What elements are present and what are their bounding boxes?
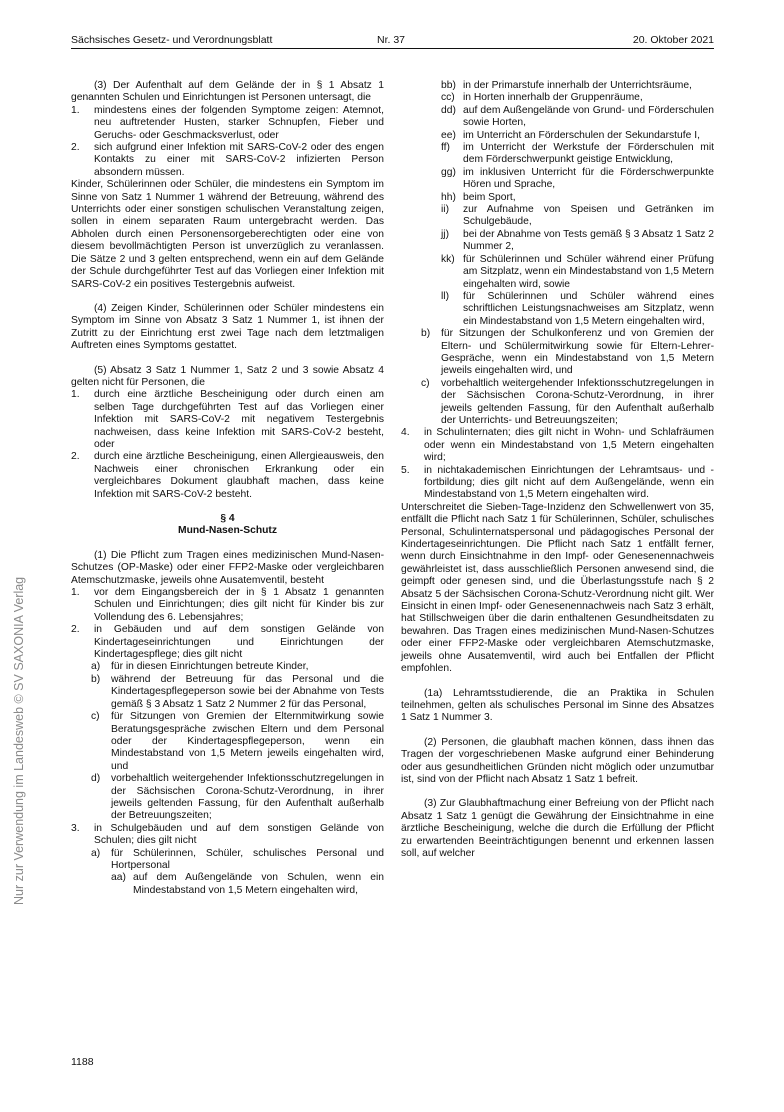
section-title: Mund-Nasen-Schutz: [178, 525, 277, 537]
paragraph: (3) Zur Glaubhaftmachung einer Befreiung von der Pflicht nach Absatz 1 Satz 1 genügt die Gewährung der Einsichtnahme in eine ärztliche Bescheinigung, welche die durch die Erfüllung der Pflicht zu erwartenden Beeinträchtigungen benennt und erkennen lassen soll, auf welcher: [401, 798, 714, 859]
list-item: c) für Sitzungen von Gremien der Elternmitwirkung sowie Beratungsgespräche zwischen Eltern und dem Personal oder der Kindertagespflegeperson, wenn ein Mindestabstand von 1,5 Metern jeweils eingehalten wird, und: [91, 711, 384, 772]
list-item: 1. durch eine ärztliche Bescheinigung oder durch einen am selben Tage durchgeführten Test auf das Vorliegen einer Infektion mit SARS-CoV-2 mit negativem Testergebnis nachweisen, dass keine Infektion mit SARS-CoV-2 besteht, oder: [71, 389, 384, 450]
list-item: ee) im Unterricht an Förderschulen der Sekundarstufe I,: [441, 129, 700, 141]
list-item: dd) auf dem Außengelände von Grund- und Förderschulen sowie Horten,: [441, 104, 714, 129]
list-item: jj) bei der Abnahme von Tests gemäß § 3 Absatz 1 Satz 2 Nummer 2,: [441, 228, 714, 253]
list-item: bb) in der Primarstufe innerhalb der Unterrichtsräume,: [441, 80, 692, 91]
list-item: 2. in Gebäuden und auf dem sonstigen Gelände von Kindertageseinrichtungen und Einrichtungen der Kindertagespflege; dies gilt nicht: [71, 624, 384, 661]
issue-date: 20. Oktober 2021: [632, 34, 714, 46]
list-item: b) für Sitzungen der Schulkonferenz und von Gremien der Eltern- und Schülermitwirkung sowie für Eltern-Lehrer-Gespräche, wenn ein Mindestabstand von 1,5 Metern jeweils eingehalten wird, und: [421, 328, 714, 377]
paragraph: Kinder, Schülerinnen oder Schüler, die mindestens ein Symptom im Sinne von Satz 1 Nummer 1 während der Betreuung, während des Unterrichts oder einer sonstigen schulischen Veranstaltung zeigen, sollen in einem separaten Raum untergebracht werden. Das Abholen durch einen Personensorgeberechtigten oder eine von diesem bevollmächtigten Person ist unverzüglich zu veranlassen. Die Sätze 2 und 3 gelten entsprechend, wenn ein auf dem Gelände der Schule durchgeführter Test auf das Vorliegen einer Infektion mit SARS-CoV-2 ein positives Testergebnis aufweist.: [71, 179, 384, 290]
list-item: 1. vor dem Eingangsbereich der in § 1 Absatz 1 genannten Schulen und Einrichtungen; dies gilt nicht für Kinder bis zur Vollendung des 6. Lebensjahres;: [71, 587, 384, 623]
list-item: cc) in Horten innerhalb der Gruppenräume,: [441, 92, 643, 104]
list-item: 5. in nichtakademischen Einrichtungen der Lehramtsaus- und -fortbildung; dies gilt nicht auf dem Außengelände, wenn ein Mindestabstand von 1,5 Metern eingehalten wird.: [401, 464, 714, 501]
list-item: aa) auf dem Außengelände von Schulen, wenn ein Mindestabstand von 1,5 Metern eingehalten wird,: [111, 872, 384, 896]
list-item: ff) im Unterricht der Werkstufe der Förderschulen mit dem Förderschwerpunkt geistige Entwicklung,: [441, 142, 714, 166]
paragraph: (1) Die Pflicht zum Tragen eines medizinischen Mund-Nasen-Schutzes (OP-Maske) oder einer FFP2-Maske oder vergleichbaren Atemschutzmaske, jeweils ohne Ausatemventil, besteht: [71, 549, 384, 586]
section-number: § 4: [220, 513, 235, 524]
list-item: a) für Schülerinnen, Schüler, schulisches Personal und Hortpersonal: [91, 847, 384, 871]
list-item: b) während der Betreuung für das Personal und die Kindertagespflegeperson sowie bei der Abnahme von Tests gemäß § 3 Absatz 1 Satz 2 Nummer 2 für das Personal,: [91, 673, 384, 710]
list-item: 1. mindestens eines der folgenden Symptome zeigen: Atemnot, neu auftretender Husten, starker Schnupfen, Fieber und Geruchs- oder Geschmacksverlust, oder: [71, 104, 384, 141]
right-column: [401, 80, 714, 860]
paragraph: (3) Der Aufenthalt auf dem Gelände der in § 1 Absatz 1 genannten Schulen und Einrichtungen ist Personen untersagt, die: [71, 80, 384, 104]
list-item: d) vorbehaltlich weitergehender Infektionsschutzregelungen in der Sächsischen Corona-Schutz-Verordnung, in ihrer jeweils geltenden Fassung, für den Aufenthalt außerhalb der Betreuungszeiten;: [91, 773, 384, 822]
list-item: ii) zur Aufnahme von Speisen und Getränken im Schulgebäude,: [441, 204, 714, 228]
gazette-title: Sächsisches Gesetz- und Verordnungsblatt: [71, 34, 273, 46]
paragraph: (5) Absatz 3 Satz 1 Nummer 1, Satz 2 und 3 sowie Absatz 4 gelten nicht für Personen, die: [71, 364, 384, 388]
paragraph: (4) Zeigen Kinder, Schülerinnen oder Schüler mindestens ein Symptom im Sinne von Absatz 3 Satz 1 Nummer 1, ist ihnen der Zutritt zu der Einrichtung erst zwei Tage nach dem letztmaligen Auftreten eines Symptoms gestattet.: [71, 302, 384, 352]
page-number: 1188: [71, 1056, 94, 1068]
list-item: gg) im inklusiven Unterricht für die Förderschwerpunkte Hören und Sprache,: [441, 166, 714, 191]
issue-number: Nr. 37: [377, 34, 406, 46]
paragraph: (1a) Lehramtsstudierende, die an Praktika in Schulen teilnehmen, gelten als schulisches Personal im Sinne des Absatzes 1 Satz 1 Nummer 3.: [401, 687, 714, 724]
list-item: c) vorbehaltlich weitergehender Infektionsschutzregelungen in der Sächsischen Corona-Schutz-Verordnung, in ihrer jeweils geltenden Fassung, für den Aufenthalt außerhalb der Unterrichts- und Betreuungszeiten;: [421, 377, 714, 426]
list-item: a) für in diesen Einrichtungen betreute Kinder,: [91, 661, 309, 673]
list-item: 2. sich aufgrund einer Infektion mit SARS-CoV-2 oder des engen Kontakts zu einer mit SARS-CoV-2 infizierten Person absondern müssen.: [71, 142, 384, 178]
watermark-text: Nur zur Verwendung im Landesweb © SV SAXONIA Verlag: [12, 576, 26, 905]
paragraph: Unterschreitet die Sieben-Tage-Inzidenz den Schwellenwert von 35, entfällt die Pflicht nach Satz 1 für Schülerinnen, Schüler, schulisches Personal, Schulinternatspersonal und pädagogisches Personal der Kindertageseinrichtungen. Die Pflicht nach Satz 1 entfällt ferner, wenn durch Einsichtnahme in den Impf- oder Genesenennachweis gewährleistet ist, dass ausschließlich Personen anwesend sind, die geimpft oder genesen sind, und die Überlastungsstufe nach § 2 Absatz 5 der Sächsischen Corona-Schutz-Verordnung nicht gilt. Wer Einsicht in einen Impf- oder Genesenennachweis nach Satz 3 erhält, hat Stillschweigen über die darin enthaltenen Gesundheitsdaten zu bewahren. Das Tragen eines medizinischen Mund-Nasen-Schutzes oder einer FFP2-Maske oder vergleichbaren Atemschutzmaske, jeweils ohne Ausatemventil, wird auch bei Entfallen der Pflicht empfohlen.: [401, 501, 714, 675]
list-item: 4. in Schulinternaten; dies gilt nicht in Wohn- und Schlafräumen oder wenn ein Mindestabstand von 1,5 Metern eingehalten wird;: [401, 427, 714, 464]
left-column: [71, 80, 384, 897]
list-item: hh) beim Sport,: [441, 191, 516, 203]
list-item: ll) für Schülerinnen und Schüler während eines schriftlichen Leistungsnachweises am Sitzplatz, wenn ein Mindestabstand von 1,5 Metern eingehalten wird,: [441, 290, 714, 327]
list-item: 2. durch eine ärztliche Bescheinigung, einen Allergieausweis, den Nachweis einer chronischen Erkrankung oder ein vergleichbares Dokument glaubhaft machen, dass keine Infektion mit SARS-CoV-2 besteht.: [71, 451, 384, 500]
list-item: 3. in Schulgebäuden und auf dem sonstigen Gelände von Schulen; dies gilt nicht: [71, 822, 384, 847]
page-header: [71, 34, 714, 49]
list-item: kk) für Schülerinnen und Schüler während einer Prüfung am Sitzplatz, wenn ein Mindestabstand von 1,5 Metern eingehalten wird, sowie: [441, 253, 714, 290]
paragraph: (2) Personen, die glaubhaft machen können, dass ihnen das Tragen der vorgeschriebenen Maske aufgrund einer Behinderung oder aus gesundheitlichen Gründen nicht möglich oder unzumutbar ist, sind von der Pflicht nach Absatz 1 Satz 1 befreit.: [401, 736, 714, 785]
